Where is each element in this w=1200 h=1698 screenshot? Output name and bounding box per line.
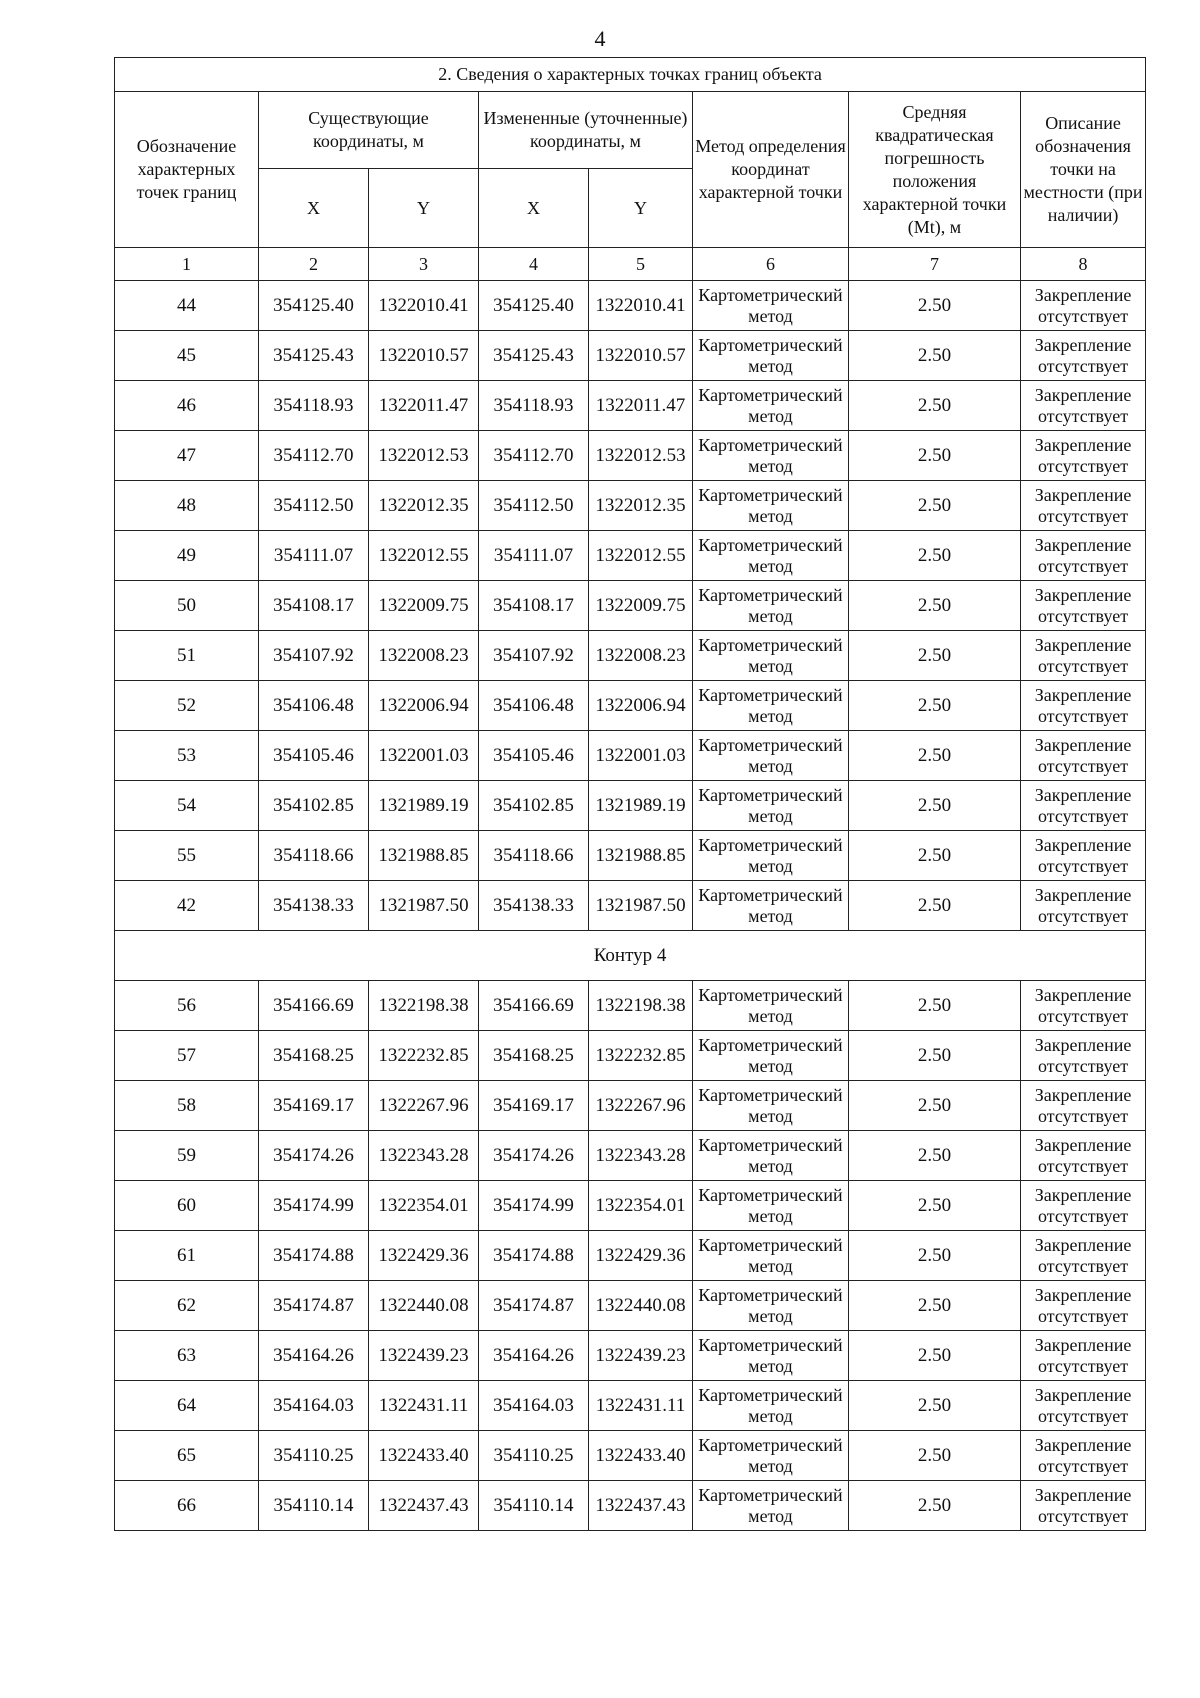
column-number: 3: [369, 248, 479, 281]
method: Картометрический метод: [693, 481, 849, 531]
method: Картометрический метод: [693, 1181, 849, 1231]
existing-y: 1322431.11: [369, 1381, 479, 1431]
point-id: 50: [115, 581, 259, 631]
changed-y: 1322431.11: [589, 1381, 693, 1431]
changed-x: 354174.88: [479, 1231, 589, 1281]
point-id: 65: [115, 1431, 259, 1481]
existing-x: 354168.25: [259, 1031, 369, 1081]
table-row: [115, 881, 1146, 931]
mean-error: 2.50: [849, 331, 1021, 381]
contour-label: Контур 4: [115, 931, 1146, 981]
method: Картометрический метод: [693, 1081, 849, 1131]
changed-y: 1322012.55: [589, 531, 693, 581]
existing-y: 1322006.94: [369, 681, 479, 731]
point-description: Закрепление отсутствует: [1021, 1181, 1146, 1231]
changed-x: 354174.87: [479, 1281, 589, 1331]
existing-y: 1322008.23: [369, 631, 479, 681]
changed-x: 354138.33: [479, 881, 589, 931]
column-number-row: [115, 248, 1146, 281]
method: Картометрический метод: [693, 431, 849, 481]
changed-x: 354164.03: [479, 1381, 589, 1431]
point-description: Закрепление отсутствует: [1021, 1231, 1146, 1281]
point-id: 63: [115, 1331, 259, 1381]
method: Картометрический метод: [693, 1231, 849, 1281]
point-id: 44: [115, 281, 259, 331]
table-row: [115, 1081, 1146, 1131]
point-description: Закрепление отсутствует: [1021, 731, 1146, 781]
changed-y: 1322439.23: [589, 1331, 693, 1381]
table-row: [115, 1131, 1146, 1181]
method: Картометрический метод: [693, 681, 849, 731]
existing-x: 354138.33: [259, 881, 369, 931]
existing-x: 354107.92: [259, 631, 369, 681]
existing-x: 354112.70: [259, 431, 369, 481]
mean-error: 2.50: [849, 581, 1021, 631]
table-row: [115, 781, 1146, 831]
existing-x: 354174.88: [259, 1231, 369, 1281]
table-row: [115, 581, 1146, 631]
column-number: 1: [115, 248, 259, 281]
column-number: 7: [849, 248, 1021, 281]
point-description: Закрепление отсутствует: [1021, 581, 1146, 631]
existing-y: 1322429.36: [369, 1231, 479, 1281]
mean-error: 2.50: [849, 631, 1021, 681]
existing-x: 354112.50: [259, 481, 369, 531]
existing-x: 354118.93: [259, 381, 369, 431]
existing-x: 354169.17: [259, 1081, 369, 1131]
changed-x: 354168.25: [479, 1031, 589, 1081]
changed-y: 1322011.47: [589, 381, 693, 431]
table-row: [115, 1181, 1146, 1231]
point-id: 62: [115, 1281, 259, 1331]
existing-x: 354111.07: [259, 531, 369, 581]
method: Картометрический метод: [693, 1281, 849, 1331]
mean-error: 2.50: [849, 981, 1021, 1031]
method: Картометрический метод: [693, 1381, 849, 1431]
changed-y: 1322267.96: [589, 1081, 693, 1131]
existing-x: 354174.87: [259, 1281, 369, 1331]
changed-y: 1322009.75: [589, 581, 693, 631]
table-row: [115, 1231, 1146, 1281]
characteristic-points-table: [114, 57, 1146, 1531]
mean-error: 2.50: [849, 1281, 1021, 1331]
point-id: 42: [115, 881, 259, 931]
point-description: Закрепление отсутствует: [1021, 1081, 1146, 1131]
changed-y: 1322010.41: [589, 281, 693, 331]
method: Картометрический метод: [693, 581, 849, 631]
method: Картометрический метод: [693, 881, 849, 931]
changed-x: 354108.17: [479, 581, 589, 631]
column-number: 6: [693, 248, 849, 281]
method: Картометрический метод: [693, 1331, 849, 1381]
method: Картометрический метод: [693, 1481, 849, 1531]
column-number: 2: [259, 248, 369, 281]
changed-y: 1322012.53: [589, 431, 693, 481]
header-changed-x: X: [479, 169, 589, 248]
mean-error: 2.50: [849, 831, 1021, 881]
mean-error: 2.50: [849, 431, 1021, 481]
contour-row: [115, 931, 1146, 981]
changed-y: 1321988.85: [589, 831, 693, 881]
point-description: Закрепление отсутствует: [1021, 1131, 1146, 1181]
table-row: [115, 381, 1146, 431]
table-row: [115, 681, 1146, 731]
header-method: Метод определения координат характерной точки: [693, 92, 849, 248]
existing-y: 1322343.28: [369, 1131, 479, 1181]
changed-y: 1322008.23: [589, 631, 693, 681]
point-description: Закрепление отсутствует: [1021, 831, 1146, 881]
point-id: 51: [115, 631, 259, 681]
existing-x: 354174.26: [259, 1131, 369, 1181]
mean-error: 2.50: [849, 281, 1021, 331]
existing-x: 354102.85: [259, 781, 369, 831]
method: Картометрический метод: [693, 781, 849, 831]
point-description: Закрепление отсутствует: [1021, 1481, 1146, 1531]
changed-y: 1322343.28: [589, 1131, 693, 1181]
changed-x: 354105.46: [479, 731, 589, 781]
existing-y: 1322354.01: [369, 1181, 479, 1231]
changed-x: 354102.85: [479, 781, 589, 831]
point-description: Закрепление отсутствует: [1021, 1281, 1146, 1331]
point-description: Закрепление отсутствует: [1021, 1031, 1146, 1081]
point-id: 53: [115, 731, 259, 781]
changed-y: 1322012.35: [589, 481, 693, 531]
point-id: 55: [115, 831, 259, 881]
page-number: 4: [594, 26, 606, 51]
header-mean-error: Средняя квадратическая погрешность положения характерной точки (Mt), м: [849, 92, 1021, 248]
point-id: 56: [115, 981, 259, 1031]
changed-y: 1321987.50: [589, 881, 693, 931]
mean-error: 2.50: [849, 1131, 1021, 1181]
header-description: Описание обозначения точки на местности (при наличии): [1021, 92, 1146, 248]
mean-error: 2.50: [849, 1081, 1021, 1131]
existing-y: 1322011.47: [369, 381, 479, 431]
changed-x: 354107.92: [479, 631, 589, 681]
existing-y: 1322012.53: [369, 431, 479, 481]
header-existing-y: Y: [369, 169, 479, 248]
header-existing-coordinates: Существующие координаты, м: [259, 92, 479, 169]
changed-y: 1322429.36: [589, 1231, 693, 1281]
table-row: [115, 981, 1146, 1031]
point-description: Закрепление отсутствует: [1021, 431, 1146, 481]
column-number: 4: [479, 248, 589, 281]
method: Картометрический метод: [693, 331, 849, 381]
header-point-designation: Обозначение характерных точек границ: [115, 92, 259, 248]
changed-y: 1322010.57: [589, 331, 693, 381]
mean-error: 2.50: [849, 1431, 1021, 1481]
mean-error: 2.50: [849, 1031, 1021, 1081]
method: Картометрический метод: [693, 381, 849, 431]
table-row: [115, 1331, 1146, 1381]
table-row: [115, 1031, 1146, 1081]
point-id: 64: [115, 1381, 259, 1431]
point-id: 45: [115, 331, 259, 381]
point-id: 49: [115, 531, 259, 581]
changed-x: 354110.14: [479, 1481, 589, 1531]
point-id: 60: [115, 1181, 259, 1231]
method: Картометрический метод: [693, 1031, 849, 1081]
mean-error: 2.50: [849, 1181, 1021, 1231]
existing-y: 1322009.75: [369, 581, 479, 631]
table-row: [115, 1381, 1146, 1431]
existing-x: 354118.66: [259, 831, 369, 881]
point-id: 59: [115, 1131, 259, 1181]
changed-y: 1322440.08: [589, 1281, 693, 1331]
changed-x: 354110.25: [479, 1431, 589, 1481]
changed-x: 354112.70: [479, 431, 589, 481]
column-number: 8: [1021, 248, 1146, 281]
method: Картометрический метод: [693, 731, 849, 781]
mean-error: 2.50: [849, 481, 1021, 531]
existing-y: 1322439.23: [369, 1331, 479, 1381]
point-description: Закрепление отсутствует: [1021, 531, 1146, 581]
mean-error: 2.50: [849, 1481, 1021, 1531]
table-row: [115, 531, 1146, 581]
mean-error: 2.50: [849, 1231, 1021, 1281]
mean-error: 2.50: [849, 881, 1021, 931]
point-description: Закрепление отсутствует: [1021, 1331, 1146, 1381]
method: Картометрический метод: [693, 1131, 849, 1181]
table-row: [115, 831, 1146, 881]
changed-x: 354169.17: [479, 1081, 589, 1131]
changed-y: 1321989.19: [589, 781, 693, 831]
changed-x: 354174.26: [479, 1131, 589, 1181]
method: Картометрический метод: [693, 831, 849, 881]
existing-x: 354164.03: [259, 1381, 369, 1431]
changed-x: 354125.40: [479, 281, 589, 331]
existing-y: 1322010.41: [369, 281, 479, 331]
changed-y: 1322232.85: [589, 1031, 693, 1081]
existing-y: 1322010.57: [369, 331, 479, 381]
mean-error: 2.50: [849, 781, 1021, 831]
existing-y: 1322198.38: [369, 981, 479, 1031]
changed-x: 354164.26: [479, 1331, 589, 1381]
point-id: 47: [115, 431, 259, 481]
column-number: 5: [589, 248, 693, 281]
table-row: [115, 281, 1146, 331]
point-description: Закрепление отсутствует: [1021, 631, 1146, 681]
mean-error: 2.50: [849, 731, 1021, 781]
existing-x: 354125.40: [259, 281, 369, 331]
changed-y: 1322198.38: [589, 981, 693, 1031]
point-id: 61: [115, 1231, 259, 1281]
existing-y: 1322267.96: [369, 1081, 479, 1131]
mean-error: 2.50: [849, 681, 1021, 731]
table-row: [115, 631, 1146, 681]
existing-y: 1322232.85: [369, 1031, 479, 1081]
existing-y: 1322433.40: [369, 1431, 479, 1481]
table-row: [115, 481, 1146, 531]
header-existing-x: X: [259, 169, 369, 248]
existing-x: 354108.17: [259, 581, 369, 631]
header-changed-y: Y: [589, 169, 693, 248]
point-id: 54: [115, 781, 259, 831]
existing-x: 354105.46: [259, 731, 369, 781]
existing-y: 1322440.08: [369, 1281, 479, 1331]
existing-x: 354174.99: [259, 1181, 369, 1231]
mean-error: 2.50: [849, 1381, 1021, 1431]
table-row: [115, 1481, 1146, 1531]
table-row: [115, 1281, 1146, 1331]
method: Картометрический метод: [693, 531, 849, 581]
existing-x: 354110.25: [259, 1431, 369, 1481]
changed-x: 354118.66: [479, 831, 589, 881]
changed-x: 354106.48: [479, 681, 589, 731]
point-description: Закрепление отсутствует: [1021, 331, 1146, 381]
changed-x: 354174.99: [479, 1181, 589, 1231]
changed-x: 354125.43: [479, 331, 589, 381]
method: Картометрический метод: [693, 1431, 849, 1481]
changed-x: 354118.93: [479, 381, 589, 431]
point-description: Закрепление отсутствует: [1021, 881, 1146, 931]
existing-x: 354106.48: [259, 681, 369, 731]
existing-y: 1321988.85: [369, 831, 479, 881]
point-description: Закрепление отсутствует: [1021, 481, 1146, 531]
existing-x: 354110.14: [259, 1481, 369, 1531]
point-id: 48: [115, 481, 259, 531]
point-description: Закрепление отсутствует: [1021, 1431, 1146, 1481]
changed-x: 354111.07: [479, 531, 589, 581]
mean-error: 2.50: [849, 381, 1021, 431]
point-description: Закрепление отсутствует: [1021, 781, 1146, 831]
point-description: Закрепление отсутствует: [1021, 681, 1146, 731]
table-row: [115, 731, 1146, 781]
table-row: [115, 431, 1146, 481]
point-description: Закрепление отсутствует: [1021, 381, 1146, 431]
method: Картометрический метод: [693, 631, 849, 681]
point-id: 46: [115, 381, 259, 431]
header-changed-coordinates: Измененные (уточненные) координаты, м: [479, 92, 693, 169]
existing-x: 354125.43: [259, 331, 369, 381]
table-caption: 2. Сведения о характерных точках границ объекта: [115, 58, 1146, 92]
table-row: [115, 1431, 1146, 1481]
changed-y: 1322006.94: [589, 681, 693, 731]
point-description: Закрепление отсутствует: [1021, 281, 1146, 331]
changed-x: 354112.50: [479, 481, 589, 531]
existing-y: 1322437.43: [369, 1481, 479, 1531]
mean-error: 2.50: [849, 531, 1021, 581]
existing-y: 1322001.03: [369, 731, 479, 781]
existing-x: 354166.69: [259, 981, 369, 1031]
existing-y: 1321989.19: [369, 781, 479, 831]
table-row: [115, 331, 1146, 381]
changed-y: 1322354.01: [589, 1181, 693, 1231]
point-id: 52: [115, 681, 259, 731]
existing-y: 1321987.50: [369, 881, 479, 931]
changed-y: 1322433.40: [589, 1431, 693, 1481]
changed-x: 354166.69: [479, 981, 589, 1031]
existing-y: 1322012.35: [369, 481, 479, 531]
mean-error: 2.50: [849, 1331, 1021, 1381]
point-description: Закрепление отсутствует: [1021, 1381, 1146, 1431]
changed-y: 1322001.03: [589, 731, 693, 781]
method: Картометрический метод: [693, 981, 849, 1031]
point-description: Закрепление отсутствует: [1021, 981, 1146, 1031]
method: Картометрический метод: [693, 281, 849, 331]
changed-y: 1322437.43: [589, 1481, 693, 1531]
point-id: 66: [115, 1481, 259, 1531]
existing-x: 354164.26: [259, 1331, 369, 1381]
existing-y: 1322012.55: [369, 531, 479, 581]
point-id: 58: [115, 1081, 259, 1131]
point-id: 57: [115, 1031, 259, 1081]
